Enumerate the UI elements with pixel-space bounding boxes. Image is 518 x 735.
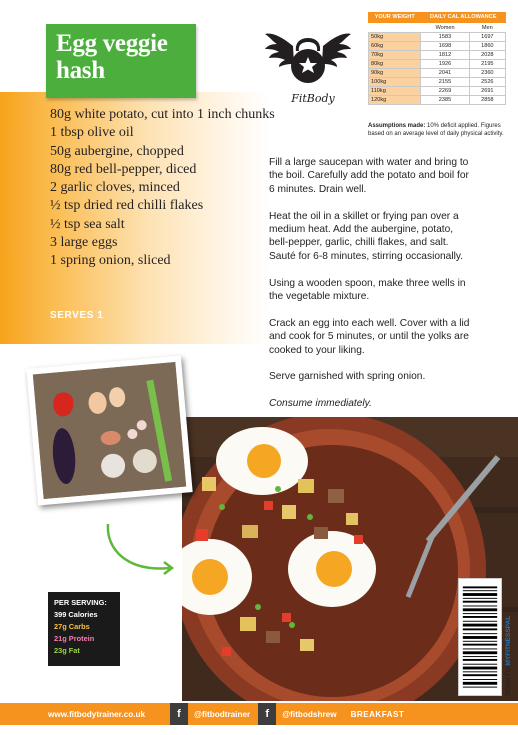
ingredient-item: 1 tbsp olive oil <box>50 125 134 141</box>
method-step: Heat the oil in a skillet or frying pan over a medium heat. Add the aubergine, potato, bell-pepper, garlic, chilli flakes, and salt. Sauté for 6-8 minutes, stirring occasionally. <box>269 210 464 262</box>
men-cell: 2526 <box>469 78 505 87</box>
header-blank <box>369 23 421 33</box>
women-cell: 1926 <box>421 60 469 69</box>
ingredient-item: 80g red bell-pepper, diced <box>50 161 197 177</box>
calories-value: 399 Calories <box>54 610 98 619</box>
men-cell: 2360 <box>469 69 505 78</box>
scan-to-myfitnesspal <box>505 616 512 696</box>
women-cell: 2269 <box>421 87 469 96</box>
facebook-icon[interactable]: f <box>258 703 276 725</box>
per-serving-heading: PER SERVING: <box>54 598 107 607</box>
logo-text: FitBody <box>291 92 335 105</box>
footer-bar <box>0 703 518 725</box>
website-link[interactable]: www.fitbodytrainer.co.uk <box>48 709 146 719</box>
weight-cell: 80kg <box>369 60 421 69</box>
social-links <box>170 703 404 725</box>
table-row <box>369 78 506 87</box>
header-allowance: DAILY CAL ALLOWANCE <box>421 13 506 23</box>
method-step: Using a wooden spoon, make three wells in the vegetable mixture. <box>269 277 466 303</box>
header-men: Men <box>469 23 505 33</box>
method-step: Crack an egg into each well. Cover with a lid and cook for 5 minutes, or until the yolks are cooked to your liking. <box>269 317 470 356</box>
ingredients-list <box>50 106 280 271</box>
ingredients-photo-card <box>26 356 192 506</box>
recipe-title-box <box>46 24 196 98</box>
ingredient-item: ½ tsp sea salt <box>50 216 125 232</box>
method-step: Serve garnished with spring onion. <box>269 371 426 383</box>
ingredient-item: ½ tsp dried red chilli flakes <box>50 198 204 214</box>
men-cell: 2691 <box>469 87 505 96</box>
women-cell: 2385 <box>421 96 469 105</box>
category-label: BREAKFAST <box>350 709 405 719</box>
ingredient-item: 1 spring onion, sliced <box>50 253 171 269</box>
barcode-icon <box>458 578 502 696</box>
facebook-handle-shrew[interactable]: @fitbodshrew <box>282 709 337 719</box>
weight-cell: 90kg <box>369 69 421 78</box>
weight-cell: 60kg <box>369 42 421 51</box>
header-weight: YOUR WEIGHT <box>369 13 421 23</box>
method-step-final: Consume immediately. <box>269 398 372 410</box>
recipe-title: Egg veggie hash <box>56 30 168 84</box>
assumptions-text: 10% deficit applied. Figures based on an average level of daily physical activity. <box>368 123 504 137</box>
men-cell: 1697 <box>469 33 505 42</box>
per-serving-box <box>48 592 120 666</box>
women-cell: 1583 <box>421 33 469 42</box>
table-row <box>369 87 506 96</box>
header-women: Women <box>421 23 469 33</box>
facebook-icon[interactable]: f <box>170 703 188 725</box>
women-cell: 1812 <box>421 51 469 60</box>
women-cell: 1698 <box>421 42 469 51</box>
fat-value: 23g Fat <box>54 646 80 655</box>
ingredient-item: 2 garlic cloves, minced <box>50 180 180 196</box>
ingredient-item: 3 large eggs <box>50 235 118 251</box>
weight-cell: 110kg <box>369 87 421 96</box>
men-cell: 1860 <box>469 42 505 51</box>
calorie-allowance-table <box>368 12 506 105</box>
men-cell: 2195 <box>469 60 505 69</box>
women-cell: 2041 <box>421 69 469 78</box>
men-cell: 2028 <box>469 51 505 60</box>
table-row <box>369 69 506 78</box>
weight-cell: 100kg <box>369 78 421 87</box>
ingredient-item: 80g white potato, cut into 1 inch chunks <box>50 107 275 122</box>
women-cell: 2155 <box>421 78 469 87</box>
carbs-value: 27g Carbs <box>54 622 90 631</box>
green-arrow-icon <box>100 520 180 580</box>
men-cell: 2858 <box>469 96 505 105</box>
facebook-handle-trainer[interactable]: @fitbodtrainer <box>194 709 251 719</box>
table-row <box>369 60 506 69</box>
assumptions-label: Assumptions made: <box>368 123 426 129</box>
weight-cell: 120kg <box>369 96 421 105</box>
table-row <box>369 96 506 105</box>
table-row <box>369 51 506 60</box>
weight-cell: 50kg <box>369 33 421 42</box>
scan-brand: MYFITNESSPAL <box>505 615 512 666</box>
method-steps <box>269 156 474 424</box>
assumptions-note <box>368 122 508 138</box>
weight-cell: 70kg <box>369 51 421 60</box>
ingredients-photo <box>33 362 186 499</box>
table-row <box>369 42 506 51</box>
table-row <box>369 33 506 42</box>
method-step: Fill a large saucepan with water and bring to the boil. Carefully add the potato and boil for 6 minutes. Drain well. <box>269 157 469 195</box>
protein-value: 21g Protein <box>54 634 95 643</box>
serves-label: SERVES 1 <box>50 310 104 321</box>
ingredient-item: 50g aubergine, chopped <box>50 143 184 159</box>
scan-prefix: SCAN TO <box>505 665 512 696</box>
